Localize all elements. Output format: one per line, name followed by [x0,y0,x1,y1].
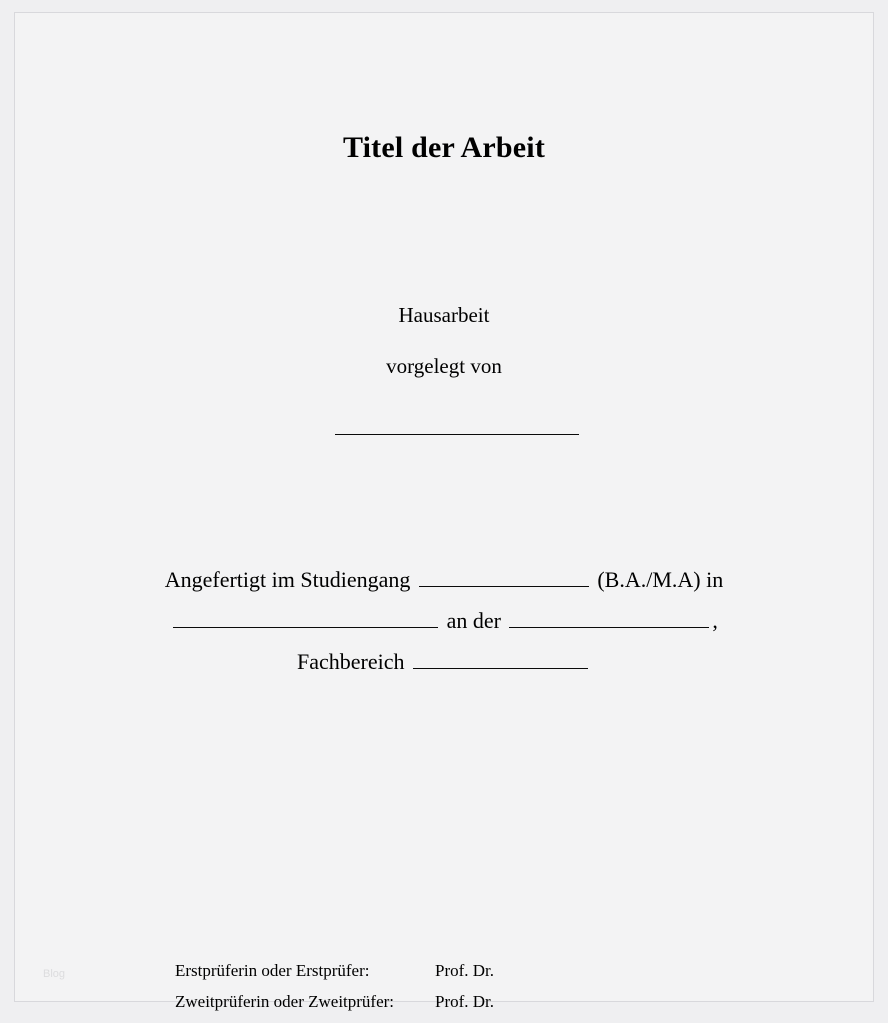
program-row3-prefix: Fachbereich [297,649,405,674]
document-page [14,12,874,1011]
second-examiner-label: Zweitprüferin oder Zweitprüfer: [175,992,395,1011]
program-name-blank[interactable] [419,564,589,587]
program-row1-prefix: Angefertigt im Studiengang [164,567,411,592]
program-block [15,559,873,682]
table-row [175,961,735,981]
work-type-line: Hausarbeit [398,303,490,327]
program-row-2 [15,600,873,641]
first-examiner-label: Erstprüferin oder Erstprüfer: [175,961,370,980]
page-title: Titel der Arbeit [342,131,546,164]
department-blank[interactable] [413,646,588,669]
first-examiner-value: Prof. Dr. [435,961,495,980]
program-row-3 [15,641,873,682]
second-examiner-value: Prof. Dr. [435,992,495,1011]
watermark-text: Blog [43,968,66,980]
program-row-1 [15,559,873,600]
table-row [175,992,735,1012]
program-row2-middle: an der [446,608,501,633]
program-row2-end: , [712,608,718,633]
program-row1-suffix: (B.A./M.A) in [597,567,724,592]
author-name-blank[interactable] [335,434,579,435]
submitted-by-line: vorgelegt von [386,354,502,378]
city-blank[interactable] [173,605,438,628]
university-blank[interactable] [509,605,709,628]
